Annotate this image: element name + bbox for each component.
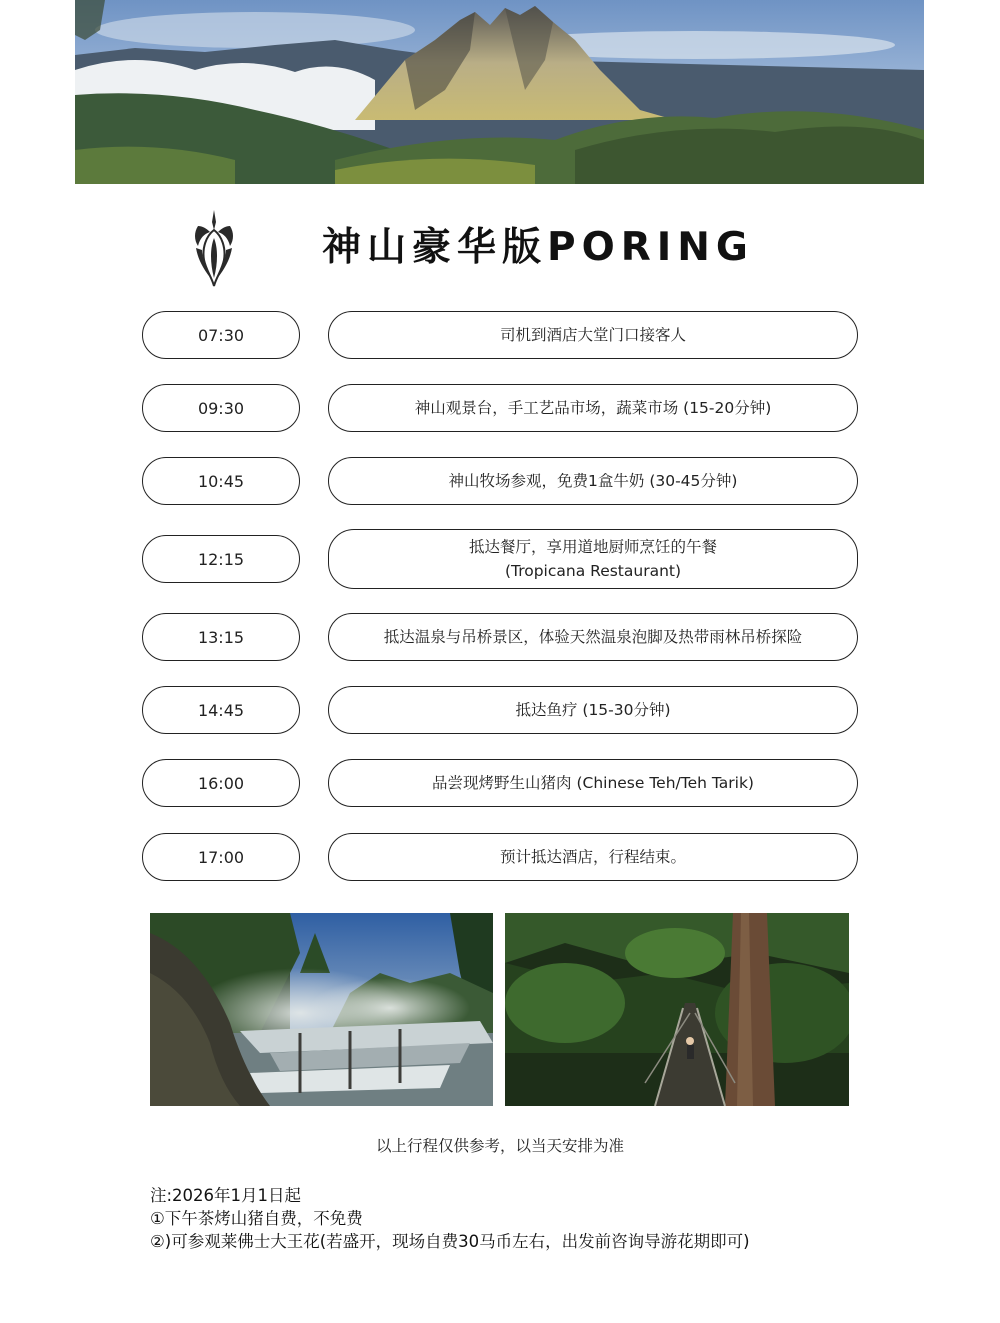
hot-spring-photo [150, 913, 493, 1106]
time-badge: 16:00 [142, 759, 300, 807]
activity-text: 预计抵达酒店，行程结束。 [499, 848, 686, 866]
activity-box [328, 457, 858, 505]
activity-text: 抵达餐厅，享用道地厨师烹饪的午餐 [468, 538, 717, 556]
hero-mountain-photo [75, 0, 924, 184]
time-badge: 09:30 [142, 384, 300, 432]
time-badge: 14:45 [142, 686, 300, 734]
activity-box [328, 529, 858, 589]
page-title: 神山豪华版PORING [322, 225, 754, 270]
activity-box [328, 686, 858, 734]
activity-box [328, 613, 858, 661]
note-item: ②)可参观莱佛士大王花(若盛开，现场自费30马币左右，出发前咨询导游花期即可) [150, 1232, 750, 1251]
note-heading: 注:2026年1月1日起 [150, 1186, 302, 1205]
disclaimer-text: 以上行程仅供参考，以当天安排为准 [375, 1137, 624, 1155]
canopy-bridge-photo [505, 913, 849, 1106]
activity-text: 司机到酒店大堂门口接客人 [499, 326, 686, 344]
activity-box [328, 759, 858, 807]
activity-box [328, 311, 858, 359]
activity-text: 抵达温泉与吊桥景区，体验天然温泉泡脚及热带雨林吊桥探险 [383, 628, 803, 646]
activity-text: 抵达鱼疗 (15-30分钟) [515, 701, 671, 719]
time-badge: 13:15 [142, 613, 300, 661]
time-badge: 07:30 [142, 311, 300, 359]
activity-text: 神山牧场参观，免费1盒牛奶 (30-45分钟) [448, 472, 738, 490]
time-badge: 17:00 [142, 833, 300, 881]
activity-text: 神山观景台，手工艺品市场，蔬菜市场 (15-20分钟) [414, 399, 772, 417]
activity-box [328, 384, 858, 432]
notes-section [150, 1184, 750, 1253]
time-badge: 10:45 [142, 457, 300, 505]
orchid-logo-icon [188, 208, 240, 288]
activity-box [328, 833, 858, 881]
note-item: ①下午茶烤山猪自费，不免费 [150, 1209, 363, 1228]
activity-text: 品尝现烤野生山猪肉 (Chinese Teh/Teh Tarik) [432, 774, 754, 792]
time-badge: 12:15 [142, 535, 300, 583]
activity-subtext: (Tropicana Restaurant) [504, 562, 682, 580]
